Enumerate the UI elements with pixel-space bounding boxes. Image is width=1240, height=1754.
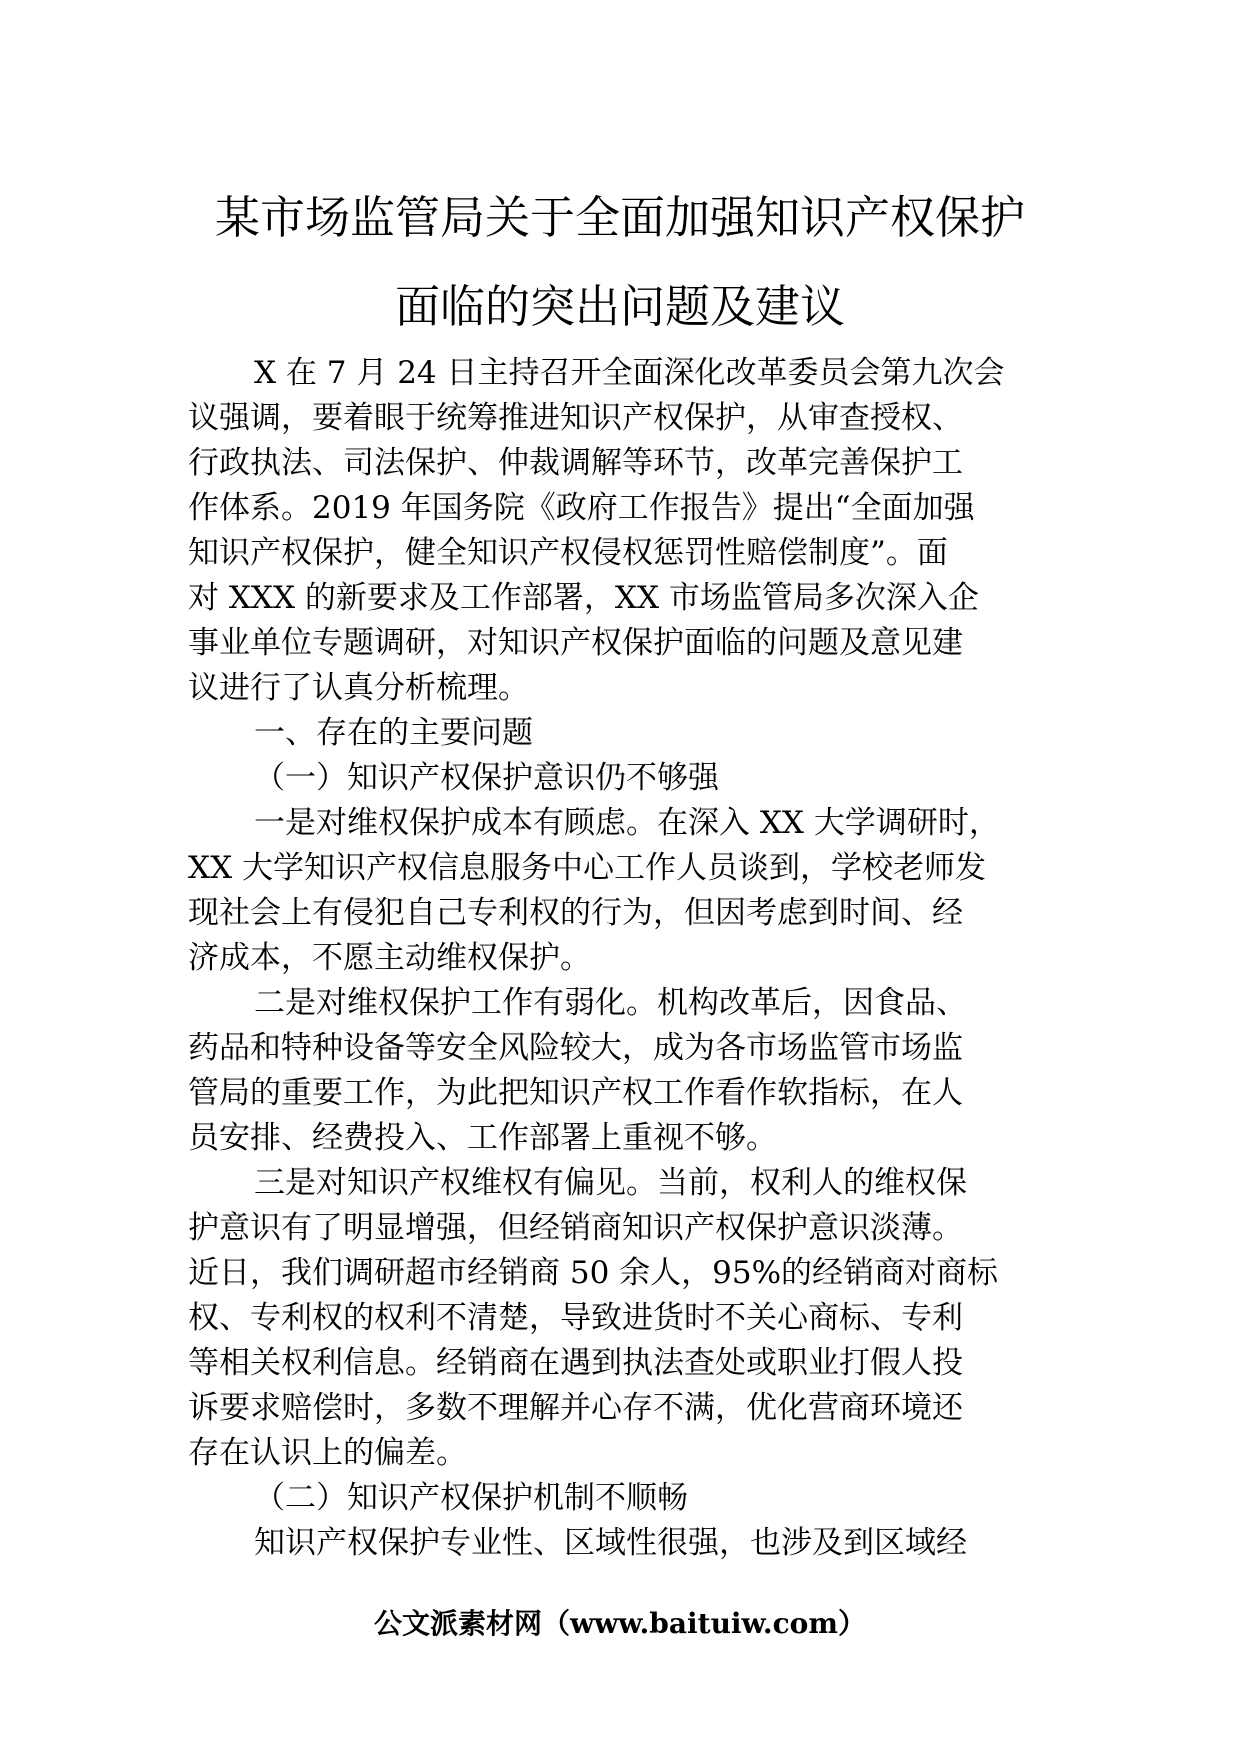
body-line: 权、专利权的权利不清楚，导致进货时不关心商标、专利 bbox=[188, 1300, 963, 1336]
body-line: 三是对知识产权维权有偏见。当前，权利人的维权保 bbox=[254, 1165, 967, 1201]
body-line: 二是对维权保护工作有弱化。机构改革后，因食品、 bbox=[254, 985, 967, 1021]
section-heading: 一、存在的主要问题 bbox=[254, 715, 533, 751]
document-body bbox=[188, 351, 1068, 1566]
body-line: 现社会上有侵犯自己专利权的行为，但因考虑到时间、经 bbox=[188, 895, 963, 931]
body-line: 事业单位专题调研，对知识产权保护面临的问题及意见建 bbox=[188, 625, 963, 661]
document-title-line-1: 某市场监管局关于全面加强知识产权保护 bbox=[214, 191, 1025, 244]
body-line: 对 XXX 的新要求及工作部署，XX 市场监管局多次深入企 bbox=[188, 580, 979, 616]
body-line: XX 大学知识产权信息服务中心工作人员谈到，学校老师发 bbox=[188, 850, 986, 886]
body-line: 知识产权保护专业性、区域性很强，也涉及到区域经 bbox=[254, 1525, 967, 1561]
body-line: 知识产权保护，健全知识产权侵权惩罚性赔偿制度”。面 bbox=[188, 535, 948, 571]
body-line: 护意识有了明显增强，但经销商知识产权保护意识淡薄。 bbox=[188, 1210, 963, 1246]
body-line: 等相关权利信息。经销商在遇到执法查处或职业打假人投 bbox=[188, 1345, 963, 1381]
body-line: 诉要求赔偿时，多数不理解并心存不满，优化营商环境还 bbox=[188, 1390, 963, 1426]
document-title-line-2: 面临的突出问题及建议 bbox=[394, 280, 845, 333]
body-line: X 在 7 月 24 日主持召开全面深化改革委员会第九次会 bbox=[254, 355, 1005, 391]
body-line: 近日，我们调研超市经销商 50 余人，95%的经销商对商标 bbox=[188, 1255, 999, 1291]
body-line: 作体系。2019 年国务院《政府工作报告》提出“全面加强 bbox=[188, 490, 975, 526]
body-line: 一是对维权保护成本有顾虑。在深入 XX 大学调研时， bbox=[254, 805, 1000, 841]
body-line: 议进行了认真分析梳理。 bbox=[188, 670, 529, 706]
body-line: 管局的重要工作，为此把知识产权工作看作软指标，在人 bbox=[188, 1075, 963, 1111]
subsection-heading: （二）知识产权保护机制不顺畅 bbox=[254, 1480, 688, 1516]
footer-watermark-text: 公文派素材网（www.baituiw.com） bbox=[374, 1607, 866, 1640]
body-line: 存在认识上的偏差。 bbox=[188, 1435, 467, 1471]
body-line: 行政执法、司法保护、仲裁调解等环节，改革完善保护工 bbox=[188, 445, 963, 481]
body-line: 议强调，要着眼于统筹推进知识产权保护，从审查授权、 bbox=[188, 400, 963, 436]
body-line: 员安排、经费投入、工作部署上重视不够。 bbox=[188, 1120, 777, 1156]
body-line: 药品和特种设备等安全风险较大，成为各市场监管市场监 bbox=[188, 1030, 963, 1066]
body-line: 济成本，不愿主动维权保护。 bbox=[188, 940, 591, 976]
subsection-heading: （一）知识产权保护意识仍不够强 bbox=[254, 760, 719, 796]
